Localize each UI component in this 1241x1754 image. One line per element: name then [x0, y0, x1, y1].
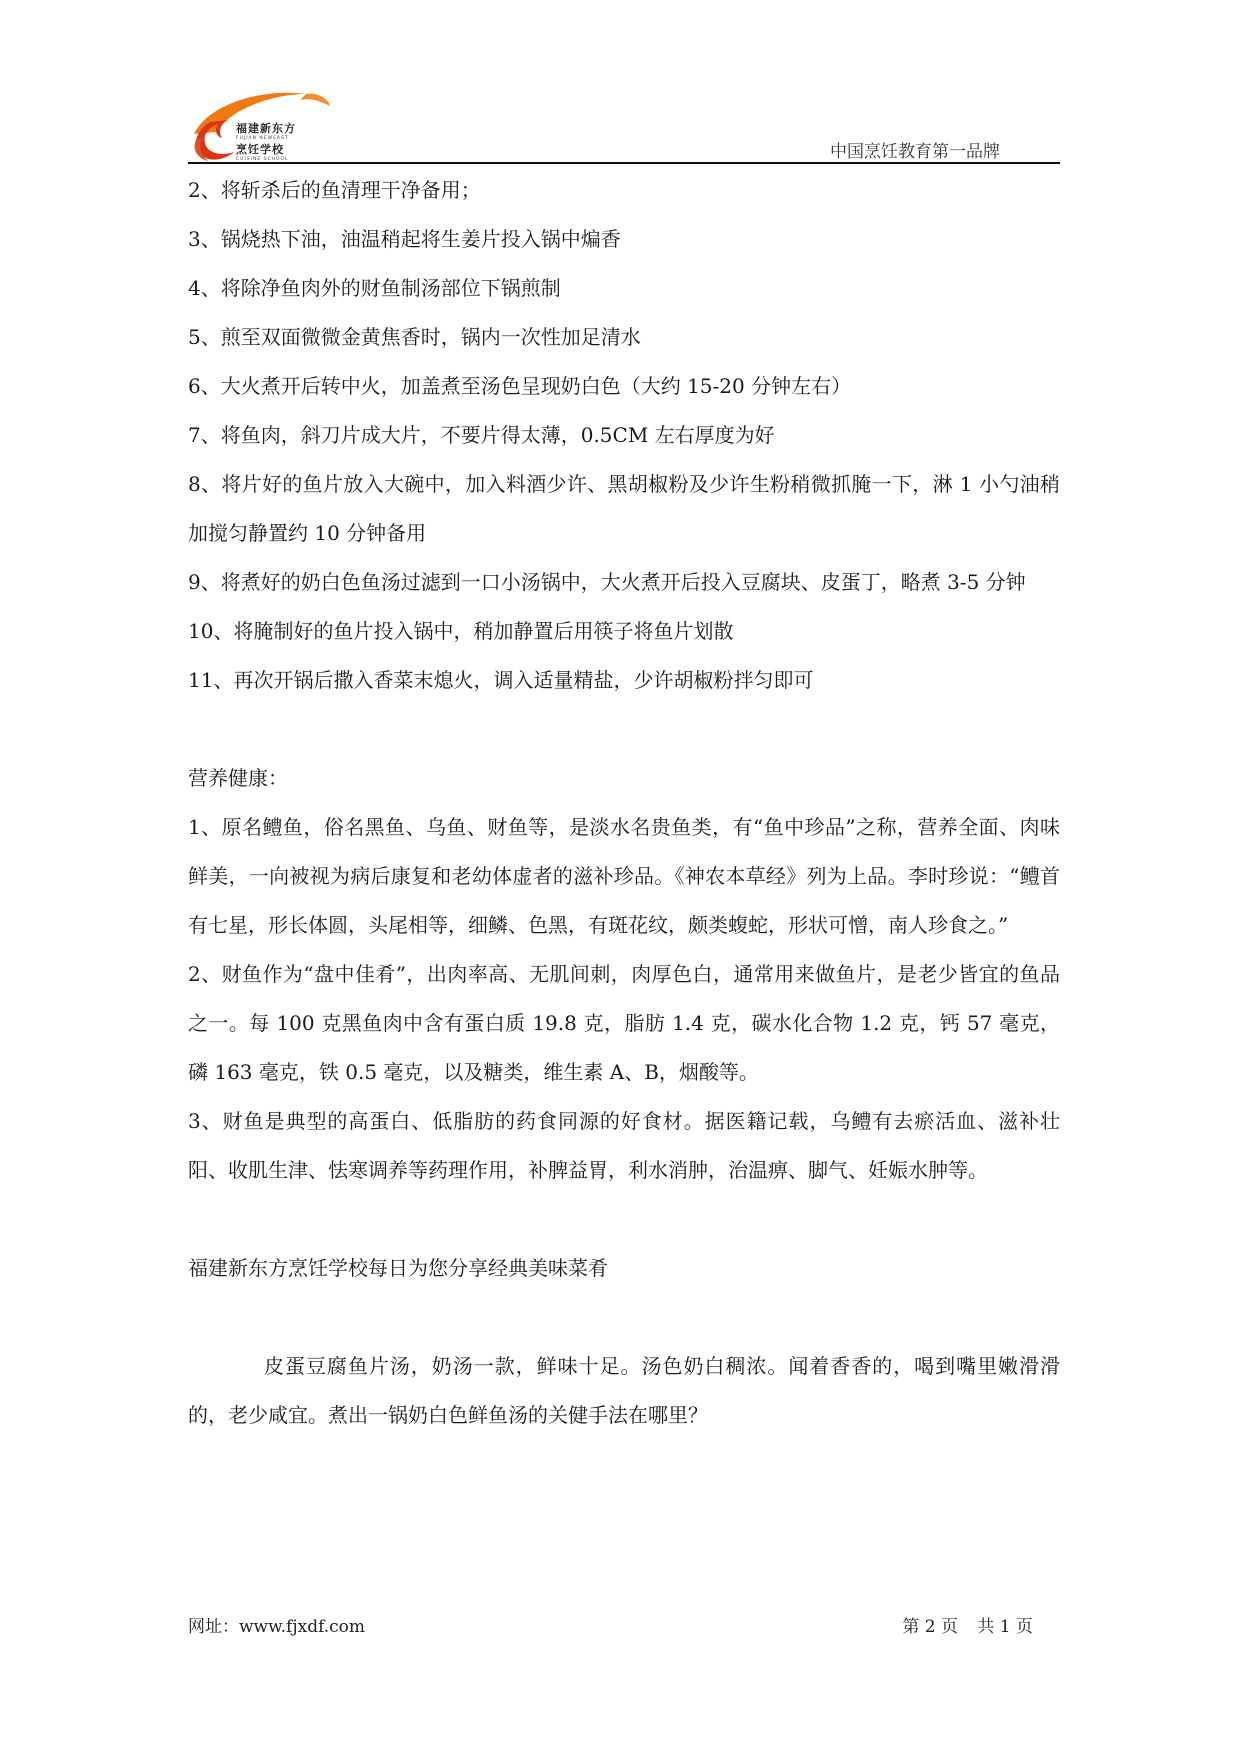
footer-page-info — [888, 1612, 1033, 1637]
step-item: 11、再次开锅后撒入香菜末熄火，调入适量精盐，少许胡椒粉拌匀即可 — [188, 668, 814, 692]
paragraph-gap — [188, 1293, 1060, 1342]
share-line: 福建新东方烹饪学校每日为您分享经典美味菜肴 — [188, 1256, 608, 1280]
page-header — [188, 82, 1060, 164]
logo-school-en: CUISINE SCHOOL — [236, 157, 289, 162]
step-item: 6、大火煮开后转中火，加盖煮至汤色呈现奶白色（大约 15-20 分钟左右） — [188, 374, 852, 398]
step-item: 8、将片好的鱼片放入大碗中，加入料酒少许、黑胡椒粉及少许生粉稍微抓腌一下，淋 1 小勺油稍加搅匀静置约 10 分钟备用 — [188, 472, 1060, 545]
nutrition-item: 2、财鱼作为“盘中佳肴”，出肉率高、无肌间刺，肉厚色白，通常用来做鱼片，是老少皆宜的鱼品之一。每 100 克黑鱼肉中含有蛋白质 19.8 克，脂肪 1.4 克，碳水化合物 1.2 克，钙 57 毫克，磷 163 毫克，铁 0.5 毫克，以及糖类，维生素 A、B，烟酸等。 — [188, 962, 1060, 1084]
header-divider — [188, 162, 1060, 164]
footer-website: 网址：www.fjxdf.com — [188, 1617, 366, 1637]
nutrition-item: 3、财鱼是典型的高蛋白、低脂肪的药食同源的好食材。据医籍记载，乌鳢有去瘀活血、滋补壮阳、收肌生津、怯寒调养等药理作用，补脾益胃，利水消肿，治温痹、脚气、妊娠水肿等。 — [188, 1109, 1060, 1182]
header-slogan: 中国烹饪教育第一品牌 — [830, 142, 1000, 162]
step-item: 3、锅烧热下油，油温稍起将生姜片投入锅中煸香 — [188, 227, 621, 251]
nutrition-heading: 营养健康： — [188, 766, 288, 790]
paragraph-gap — [188, 1195, 1060, 1244]
step-item: 10、将腌制好的鱼片投入锅中，稍加静置后用筷子将鱼片划散 — [188, 619, 734, 643]
nutrition-item: 1、原名鳢鱼，俗名黑鱼、乌鱼、财鱼等，是淡水名贵鱼类，有“鱼中珍品”之称，营养全面、肉味鲜美，一向被视为病后康复和老幼体虚者的滋补珍品。《神农本草经》列为上品。李时珍说：“鳢首有七星，形长体圆，头尾相等，细鳞、色黑，有斑花纹，颇类蝮蛇，形状可憎，南人珍食之。” — [188, 815, 1060, 937]
step-item: 9、将煮好的奶白色鱼汤过滤到一口小汤锅中，大火煮开后投入豆腐块、皮蛋丁，略煮 3-5 分钟 — [188, 570, 1026, 594]
logo-name-cn: 福建新东方 — [236, 122, 296, 135]
school-logo — [188, 88, 338, 164]
document-body — [188, 166, 1060, 1440]
intro-paragraph: 皮蛋豆腐鱼片汤，奶汤一款，鲜味十足。汤色奶白稠浓。闻着香香的，喝到嘴里嫩滑滑的，老少咸宜。煮出一锅奶白色鲜鱼汤的关健手法在哪里？ — [188, 1354, 1060, 1427]
logo-name-en: FUJIAN NEWEAST — [236, 136, 289, 141]
paragraph-gap — [188, 705, 1060, 754]
page-current: 第 2 页 — [902, 1617, 958, 1637]
step-item: 7、将鱼肉，斜刀片成大片，不要片得太薄，0.5CM 左右厚度为好 — [188, 423, 775, 447]
logo-school-cn: 烹饪学校 — [236, 143, 284, 156]
logo-text — [236, 120, 336, 162]
step-item: 4、将除净鱼肉外的财鱼制汤部位下锅煎制 — [188, 276, 561, 300]
step-item: 2、将斩杀后的鱼清理干净备用； — [188, 178, 481, 202]
step-item: 5、煎至双面微微金黄焦香时，锅内一次性加足清水 — [188, 325, 641, 349]
page-total: 共 1 页 — [977, 1617, 1033, 1637]
